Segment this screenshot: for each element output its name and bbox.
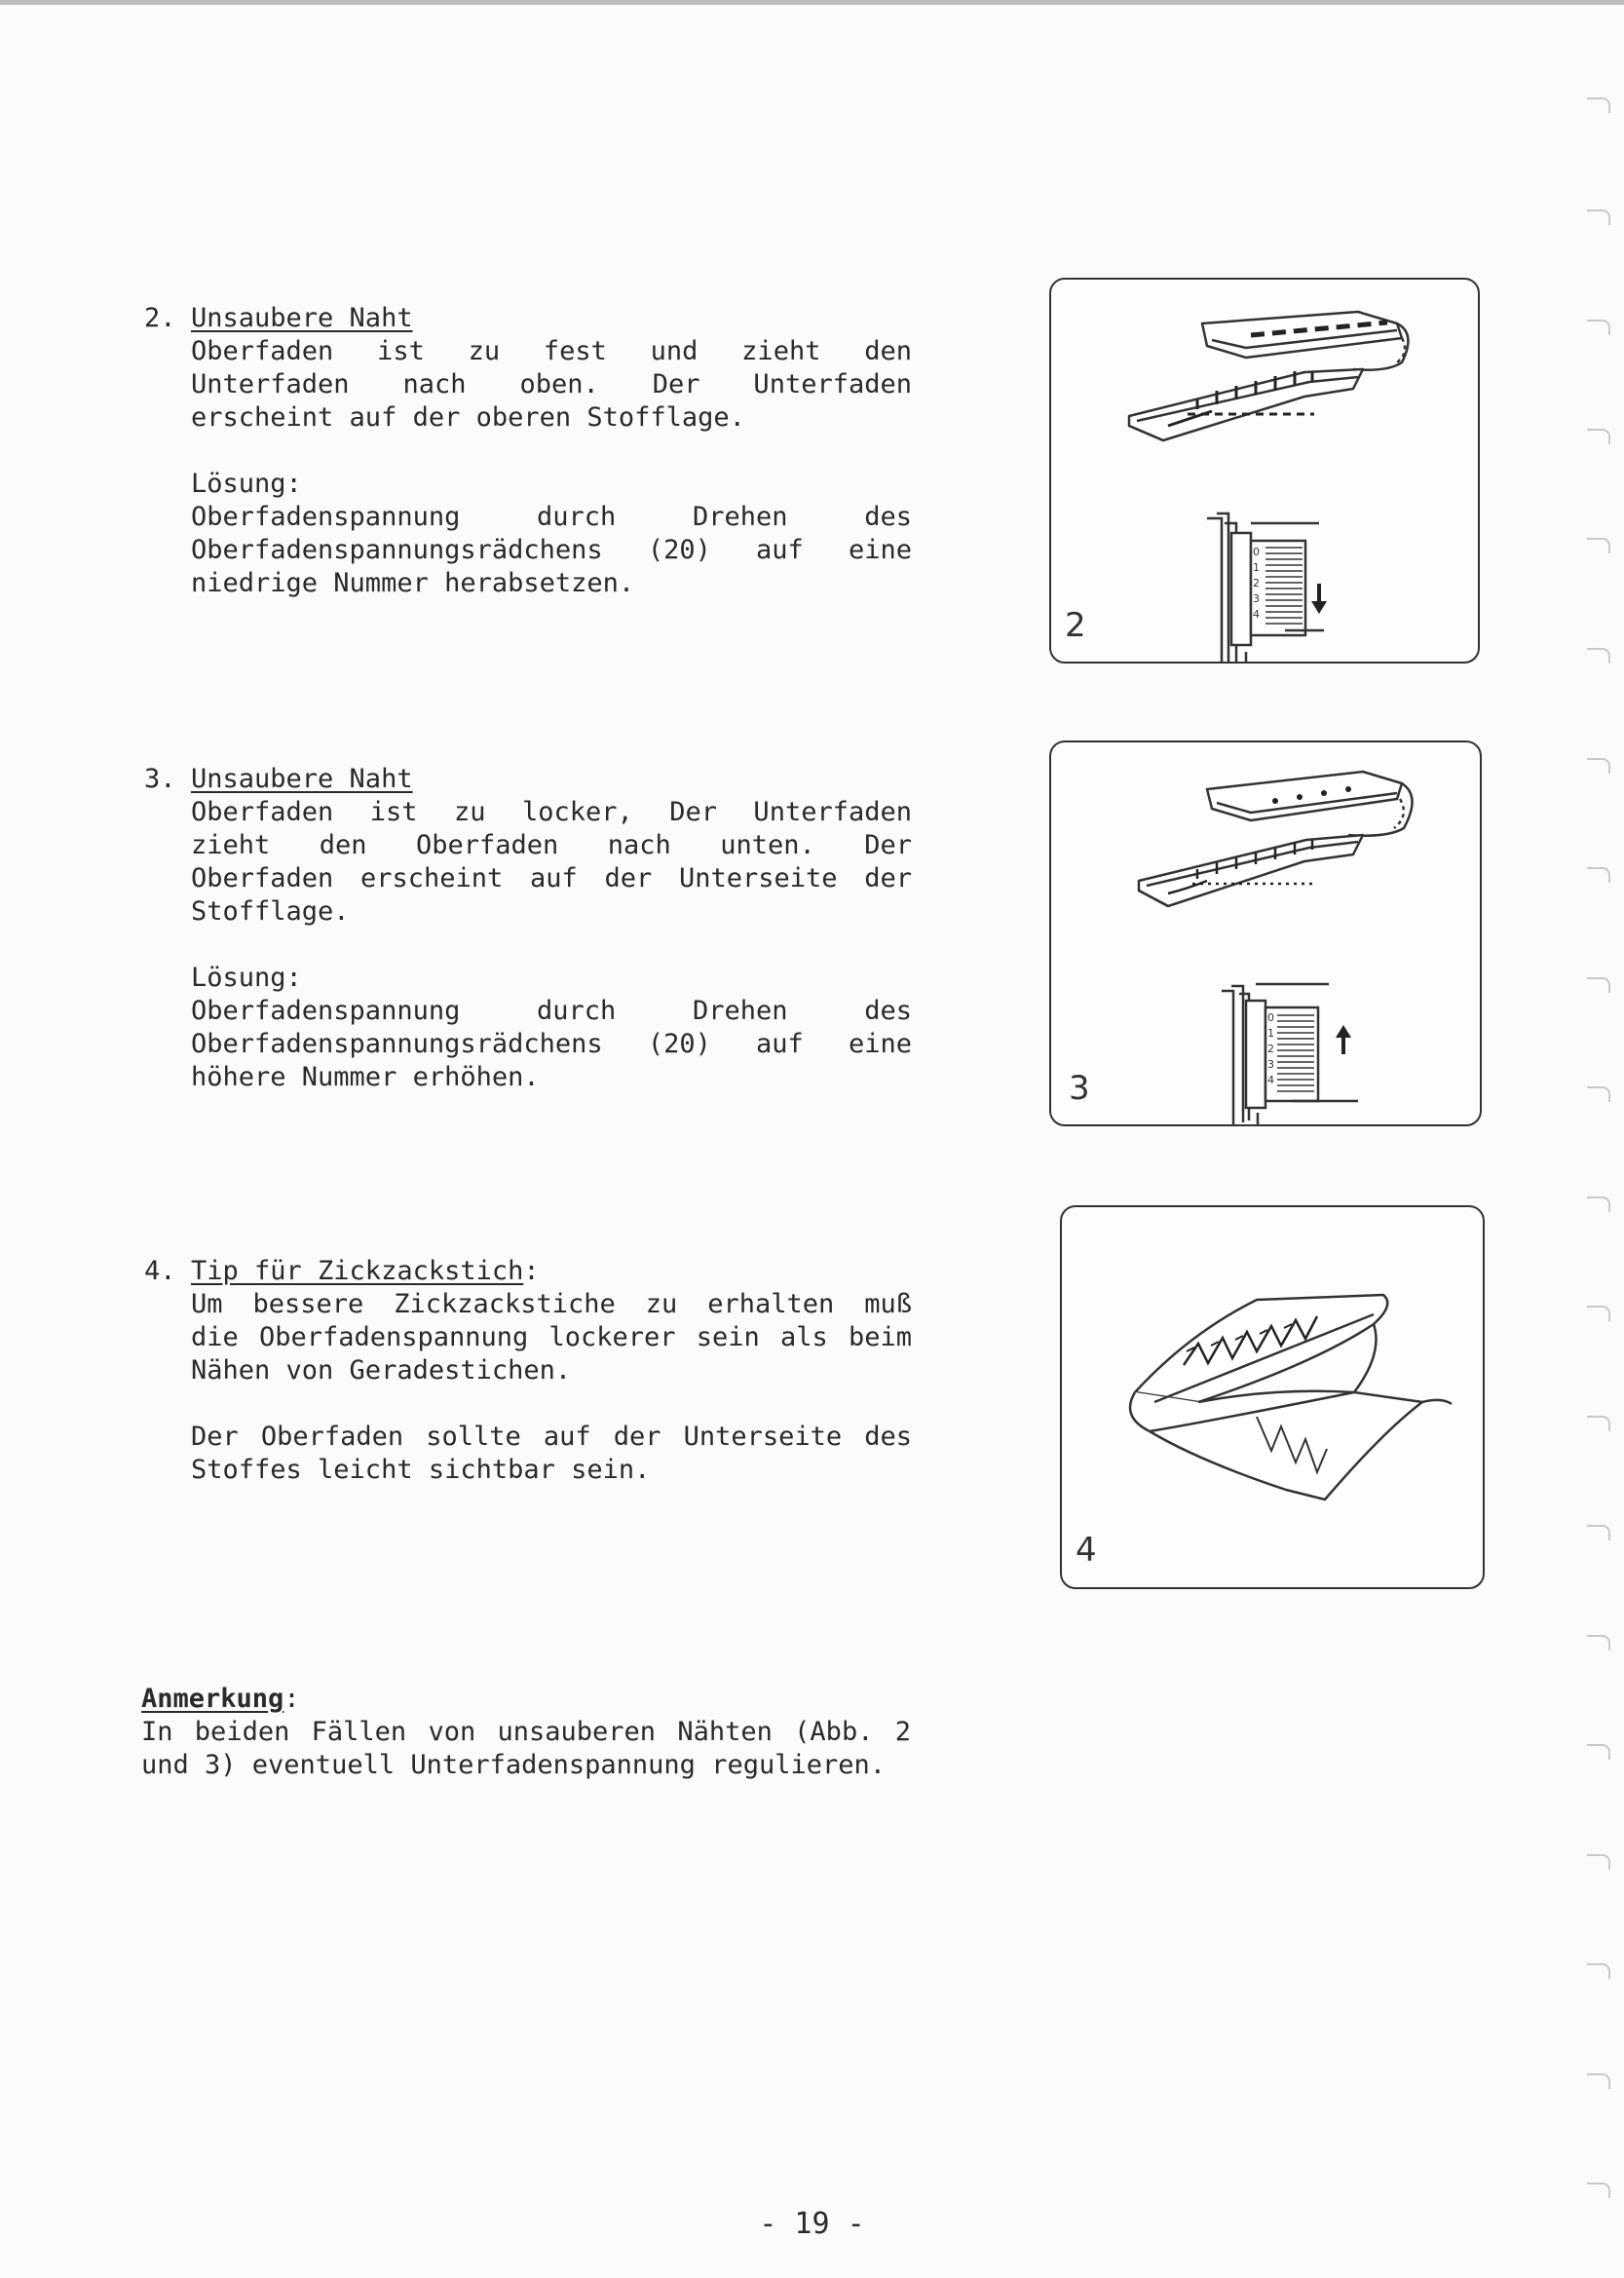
dial-digit: 3 <box>1253 592 1260 605</box>
section-2 <box>144 302 912 600</box>
figure-3 <box>1049 740 1482 1126</box>
binder-mark <box>1587 97 1610 113</box>
text-line: zieht den Oberfaden nach unten. Der <box>191 830 912 860</box>
binder-mark <box>1587 320 1610 335</box>
text-line: Oberfaden ist zu locker, Der Unterfaden <box>191 797 912 827</box>
section-3 <box>144 763 912 1094</box>
fabric-seam-illustration <box>1051 742 1480 1124</box>
dial-digit: 1 <box>1253 561 1260 574</box>
text-line: Unterfaden nach oben. Der Unterfaden <box>191 369 912 399</box>
binder-mark <box>1587 1525 1610 1540</box>
binder-mark <box>1587 1306 1610 1321</box>
text-line: Oberfadenspannungsrädchens (20) auf eine <box>191 1029 912 1059</box>
figure-number: 4 <box>1076 1531 1097 1570</box>
solution-label: Lösung: <box>191 963 302 993</box>
binder-mark <box>1587 1744 1610 1760</box>
section-number: 4. <box>144 1256 176 1286</box>
figure-2 <box>1049 278 1480 664</box>
figure-number: 2 <box>1065 606 1086 645</box>
dial-digit: 2 <box>1253 577 1260 589</box>
text-line: Oberfaden erscheint auf der Unterseite der <box>191 863 912 893</box>
solution-label: Lösung: <box>191 469 302 499</box>
binder-mark <box>1587 1854 1610 1870</box>
text-line: höhere Nummer erhöhen. <box>191 1062 540 1092</box>
down-arrow-icon <box>1311 584 1327 614</box>
text-line: Oberfaden ist zu fest und zieht den <box>191 336 912 366</box>
section-number: 2. <box>144 303 176 333</box>
up-arrow-icon <box>1336 1025 1351 1054</box>
text-line: Stoffes leicht sichtbar sein. <box>191 1455 651 1485</box>
binder-mark <box>1587 648 1610 664</box>
binder-mark <box>1587 1086 1610 1102</box>
text-line: Der Oberfaden sollte auf der Unterseite des <box>191 1422 912 1452</box>
text-line: die Oberfadenspannung lockerer sein als beim <box>191 1322 912 1352</box>
binder-mark <box>1587 209 1610 225</box>
dial-digit: 3 <box>1267 1058 1274 1071</box>
heading-colon: : <box>523 1256 540 1286</box>
binder-mark <box>1587 867 1610 883</box>
text-line: Oberfadenspannung durch Drehen des <box>191 502 912 532</box>
binder-mark <box>1587 758 1610 774</box>
text-line: erscheint auf der oberen Stofflage. <box>191 402 745 433</box>
binder-mark <box>1587 429 1610 444</box>
text-line: Oberfadenspannungsrädchens (20) auf eine <box>191 535 912 565</box>
dial-digit: 0 <box>1253 546 1260 558</box>
dial-digit: 4 <box>1267 1074 1274 1086</box>
text-line: Oberfadenspannung durch Drehen des <box>191 996 912 1026</box>
note-label: Anmerkung <box>141 1684 284 1714</box>
dial-digit: 2 <box>1267 1043 1274 1055</box>
text-line: und 3) eventuell Unterfadenspannung regulieren. <box>141 1750 887 1780</box>
binder-mark <box>1587 538 1610 553</box>
note-colon: : <box>283 1684 300 1714</box>
fabric-seam-illustration <box>1051 280 1478 662</box>
top-rule <box>0 0 1624 5</box>
text-line: In beiden Fällen von unsauberen Nähten (Abb. 2 <box>141 1717 911 1747</box>
section-heading: Unsaubere Naht <box>191 764 413 794</box>
section-heading: Tip für Zickzackstich <box>191 1256 524 1286</box>
dial-digit: 4 <box>1253 608 1260 621</box>
dial-digit: 0 <box>1267 1011 1274 1024</box>
binder-mark <box>1587 1416 1610 1431</box>
dial-digit: 1 <box>1267 1027 1274 1040</box>
section-4 <box>144 1255 912 1487</box>
text-line: Nähen von Geradestichen. <box>191 1355 572 1386</box>
binder-mark <box>1587 977 1610 993</box>
text-line: Um bessere Zickzackstiche zu erhalten muß <box>191 1289 912 1319</box>
section-heading: Unsaubere Naht <box>191 303 413 333</box>
note <box>141 1683 911 1782</box>
binder-mark <box>1587 1963 1610 1979</box>
binder-mark <box>1587 1196 1610 1212</box>
figure-4 <box>1060 1205 1485 1589</box>
text-line: niedrige Nummer herabsetzen. <box>191 568 635 598</box>
zigzag-seam-illustration <box>1062 1207 1483 1587</box>
figure-number: 3 <box>1069 1069 1090 1108</box>
binder-mark <box>1587 1635 1610 1651</box>
binder-mark <box>1587 2073 1610 2089</box>
section-number: 3. <box>144 764 176 794</box>
binder-mark <box>1587 2183 1610 2198</box>
text-line: Stofflage. <box>191 896 350 927</box>
page-number: - 19 - <box>759 2207 865 2241</box>
